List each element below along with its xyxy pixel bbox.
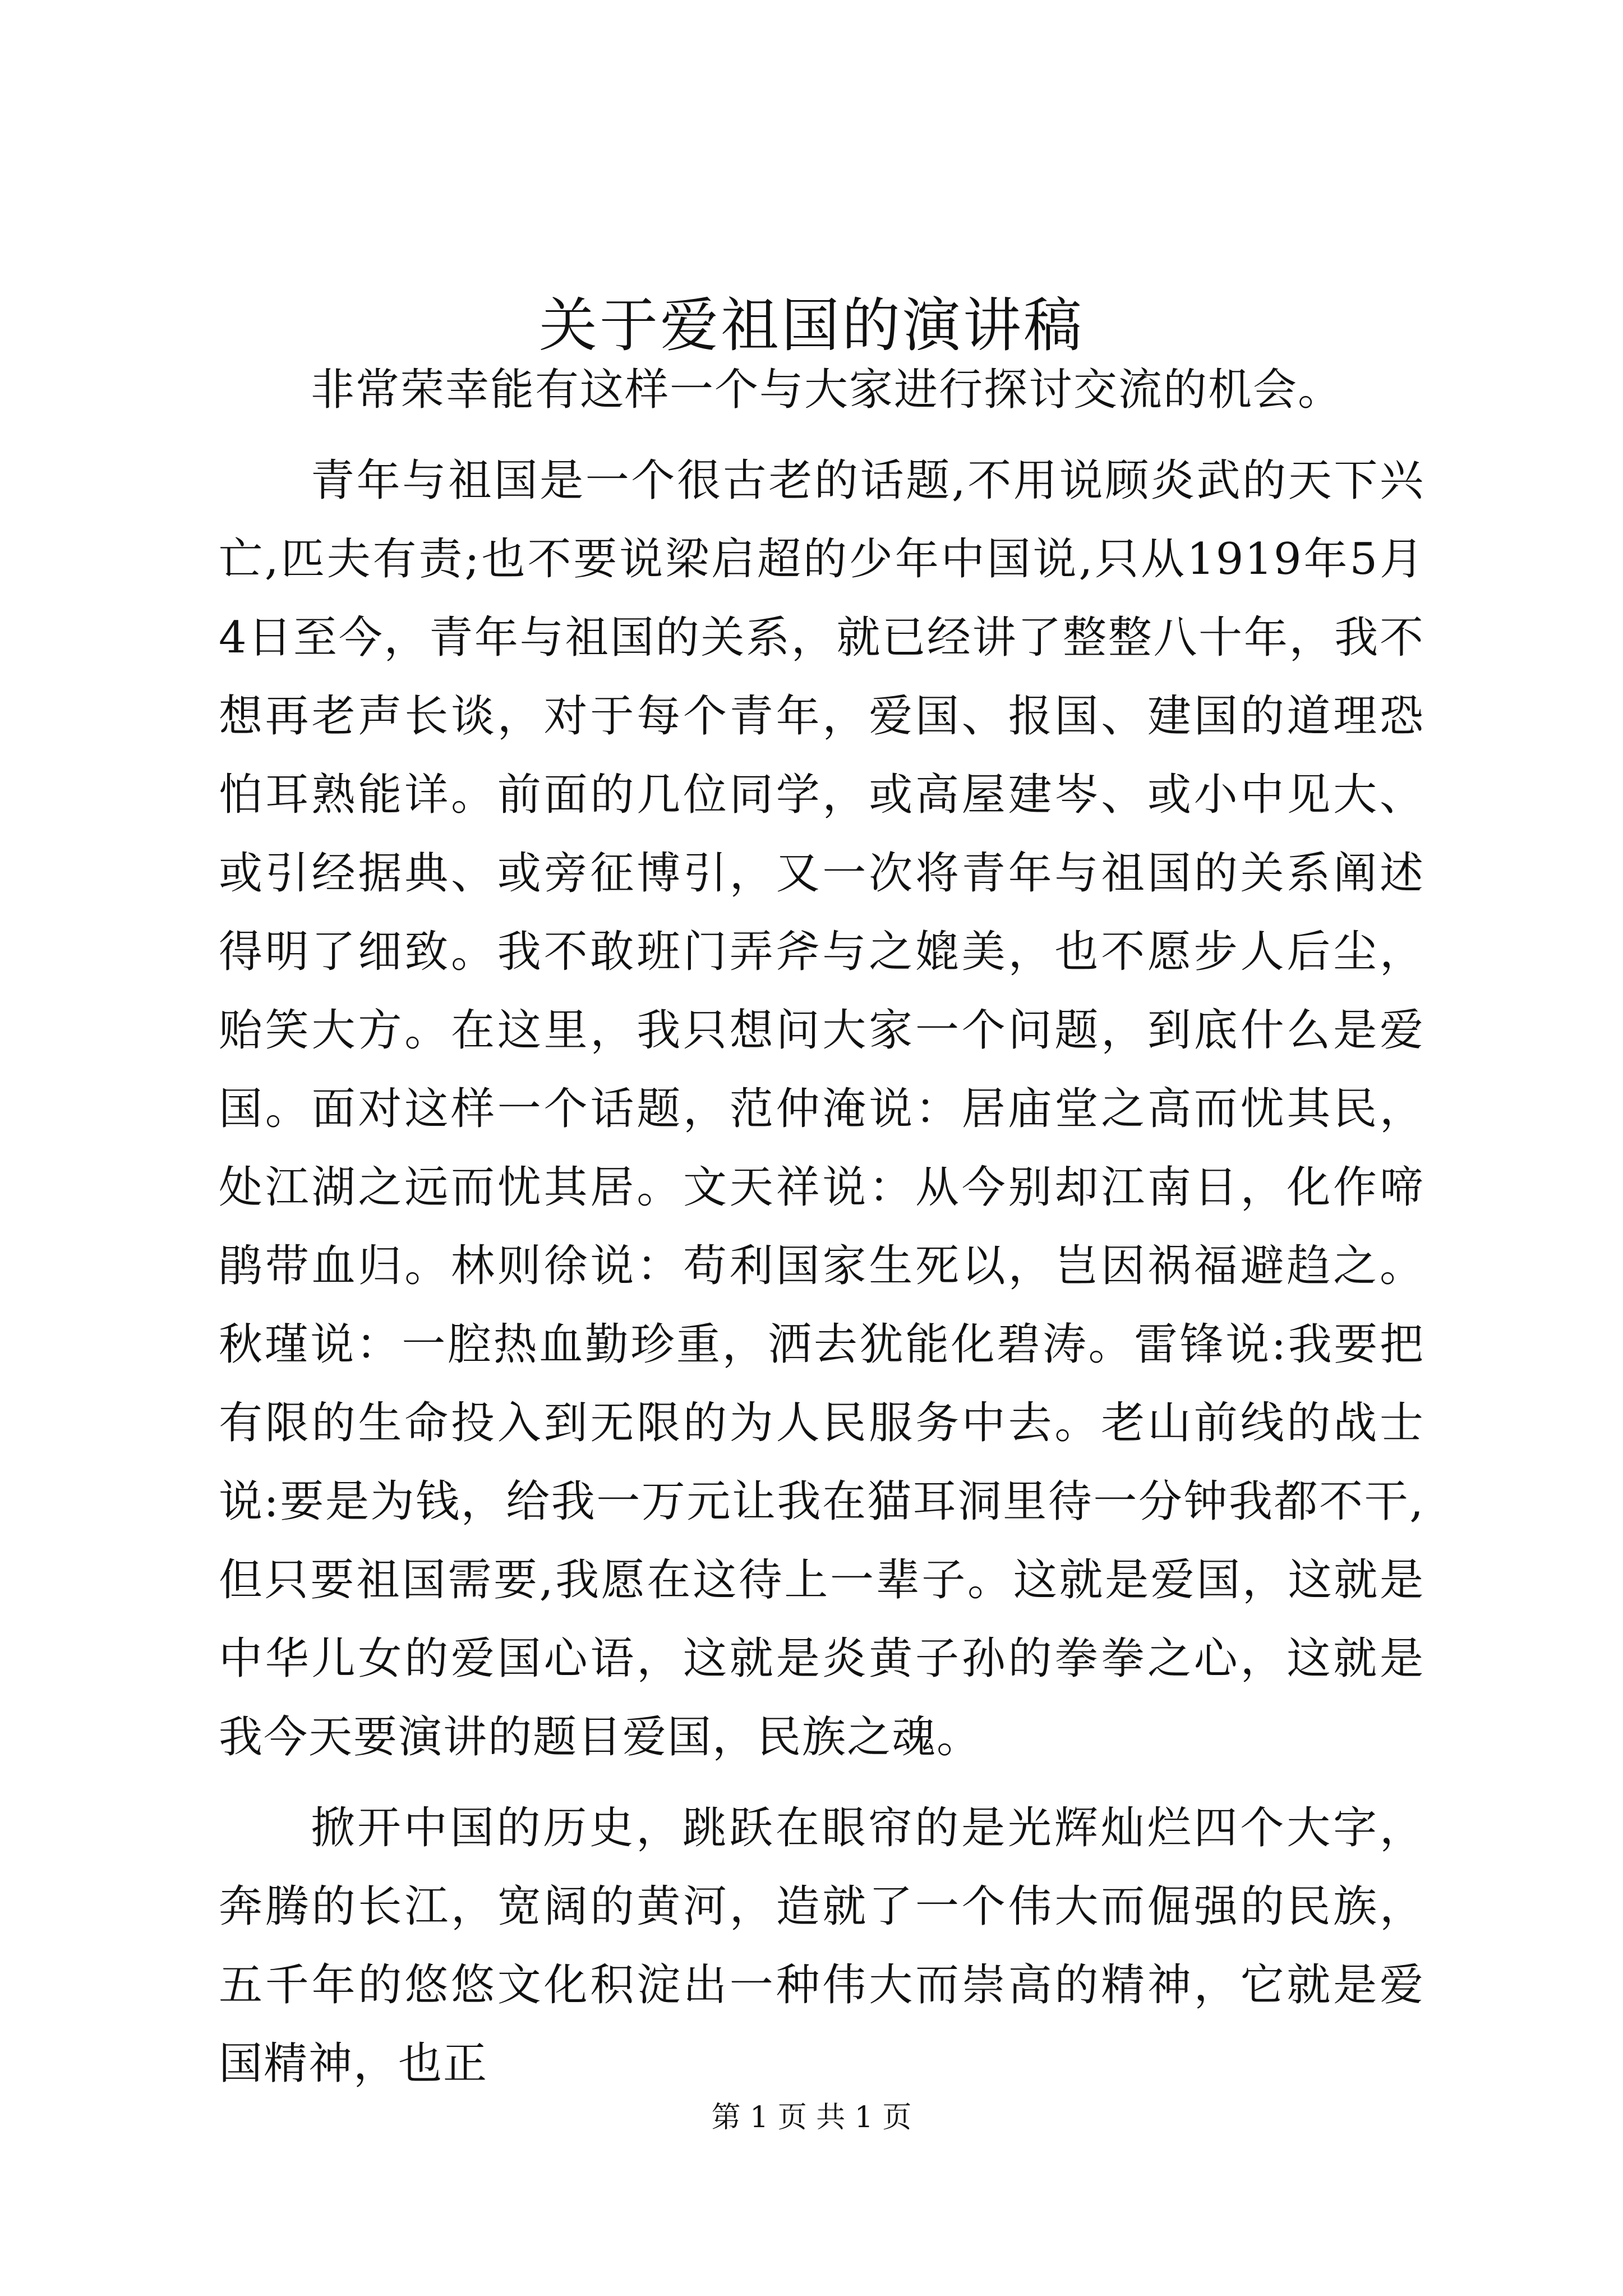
document-title: 关于爱祖国的演讲稿	[538, 291, 1084, 360]
paragraph-opening: 非常荣幸能有这样一个与大家进行探讨交流的机会。	[311, 365, 1343, 415]
document-body	[219, 351, 1424, 2115]
paragraph-patriotism: 青年与祖国是一个很古老的话题,不用说顾炎武的天下兴亡,匹夫有责;也不要说梁启超的少年中国说,只从1919年5月4日至今，青年与祖国的关系，就已经讲了整整八十年，我不想再老声长谈，对于每个青年，爱国、报国、建国的道理恐怕耳熟能详。前面的几位同学，或高屋建岑、或小中见大、或引经据典、或旁征博引，又一次将青年与祖国的关系阐述得明了细致。我不敢班门弄斧与之媲美，也不愿步人后尘，贻笑大方。在这里，我只想问大家一个问题，到底什么是爱国。面对这样一个话题，范仲淹说：居庙堂之高而忧其民，处江湖之远而忧其居。文天祥说：从今别却江南日，化作啼鹃带血归。林则徐说：苟利国家生死以，岂因祸福避趋之。秋瑾说：一腔热血勤珍重，洒去犹能化碧涛。雷锋说:我要把有限的生命投入到无限的为人民服务中去。老山前线的战士说:要是为钱，给我一万元让我在猫耳洞里待一分钟我都不干,但只要祖国需要,我愿在这待上一辈子。这就是爱国，这就是中华儿女的爱国心语，这就是炎黄子孙的拳拳之心，这就是我今天要演讲的题目爱国，民族之魂。	[219, 455, 1424, 1763]
paragraph-history: 掀开中国的历史，跳跃在眼帘的是光辉灿烂四个大字，奔腾的长江，宽阔的黄河，造就了一个伟大而倔强的民族，五千年的悠悠文化积淀出一种伟大而崇高的精神，它就是爱国精神，也正	[219, 1803, 1424, 2089]
page-footer: 第 1 页 共 1 页	[711, 2101, 912, 2134]
